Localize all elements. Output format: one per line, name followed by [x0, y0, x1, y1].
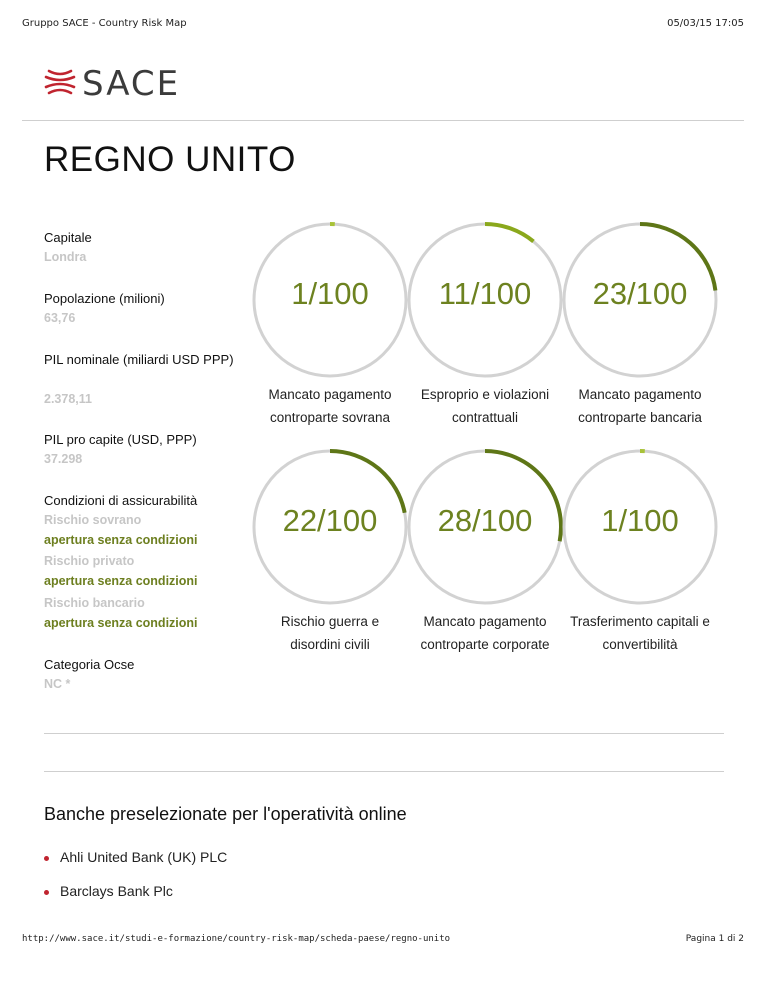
gauge-label-line: Esproprio e violazioni: [420, 387, 550, 402]
pil-nominale-label: PIL nominale (miliardi USD PPP): [44, 352, 234, 367]
gauge-label: [550, 610, 730, 656]
rischio-bancario-label: Rischio bancario: [44, 596, 145, 610]
rischio-privato-label: Rischio privato: [44, 554, 135, 568]
gauge-score: 23/100: [592, 276, 688, 311]
gauge-label-line: Rischio guerra e: [280, 614, 380, 629]
gauge-label: [395, 383, 575, 429]
sace-logo[interactable]: [44, 64, 194, 104]
banks-title: Banche preselezionate per l'operatività online: [44, 804, 407, 824]
ocse-value: NC *: [44, 677, 71, 691]
rischio-bancario-value: apertura senza condizioni: [44, 616, 198, 630]
popolazione-label: Popolazione (milioni): [44, 291, 165, 306]
capitale-label: Capitale: [44, 230, 92, 245]
gauge-score: 28/100: [437, 503, 533, 538]
gauge-label-line: controparte bancaria: [578, 410, 702, 425]
gauge-label: [240, 383, 420, 429]
gauge-label: [550, 383, 730, 429]
gauge-label-line: convertibilità: [602, 637, 678, 652]
gauge-score: 1/100: [601, 503, 679, 538]
gauge-score: 11/100: [438, 276, 532, 311]
gauge-label-line: contrattuali: [451, 410, 519, 425]
risk-gauge: [250, 447, 410, 687]
condizioni-label: Condizioni di assicurabilità: [44, 493, 198, 508]
bullet-icon: [44, 856, 49, 861]
ocse-label: Categoria Ocse: [44, 657, 135, 672]
page-title: REGNO UNITO: [44, 140, 296, 179]
risk-gauge: [405, 220, 565, 460]
bank-item: Ahli United Bank (UK) PLC: [60, 849, 228, 865]
gauge-label-line: Mancato pagamento: [578, 387, 702, 402]
bullet-icon: [44, 890, 49, 895]
risk-gauge: [560, 220, 720, 460]
gauge-label-line: controparte corporate: [420, 637, 550, 652]
risk-gauge: [405, 447, 565, 687]
pil-capite-value: 37.298: [44, 452, 83, 466]
section-divider-1: [44, 733, 724, 734]
gauge-arc: [485, 224, 533, 241]
print-footer-page: Pagina 1 di 2: [685, 934, 744, 944]
risk-gauge: [560, 447, 720, 687]
bank-item: Barclays Bank Plc: [60, 883, 173, 899]
rischio-sovrano-value: apertura senza condizioni: [44, 533, 198, 547]
sace-logo-icon: [44, 66, 76, 98]
rischio-privato-value: apertura senza condizioni: [44, 574, 198, 588]
gauge-label: [395, 610, 575, 656]
logo-text: SACE: [82, 64, 181, 104]
gauge-label-line: controparte sovrana: [269, 410, 391, 425]
print-header-datetime: 05/03/15 17:05: [667, 18, 744, 29]
print-header-title: Gruppo SACE - Country Risk Map: [22, 18, 187, 29]
print-footer-url: http://www.sace.it/studi-e-formazione/country-risk-map/scheda-paese/regno-unito: [22, 934, 451, 944]
gauge-score: 22/100: [282, 503, 378, 538]
pil-nominale-value: 2.378,11: [44, 392, 92, 406]
capitale-value: Londra: [44, 250, 87, 264]
gauge-label-line: Mancato pagamento: [423, 614, 547, 629]
gauge-label-line: Trasferimento capitali e: [570, 614, 710, 629]
pil-capite-label: PIL pro capite (USD, PPP): [44, 432, 197, 447]
gauge-label: [240, 610, 420, 656]
gauge-label-line: Mancato pagamento: [268, 387, 392, 402]
gauge-label-line: disordini civili: [290, 637, 370, 652]
rischio-sovrano-label: Rischio sovrano: [44, 513, 142, 527]
section-divider-2: [44, 771, 724, 772]
popolazione-value: 63,76: [44, 311, 76, 325]
risk-gauge: [250, 220, 410, 460]
gauge-score: 1/100: [291, 276, 369, 311]
header-divider: [22, 120, 744, 121]
